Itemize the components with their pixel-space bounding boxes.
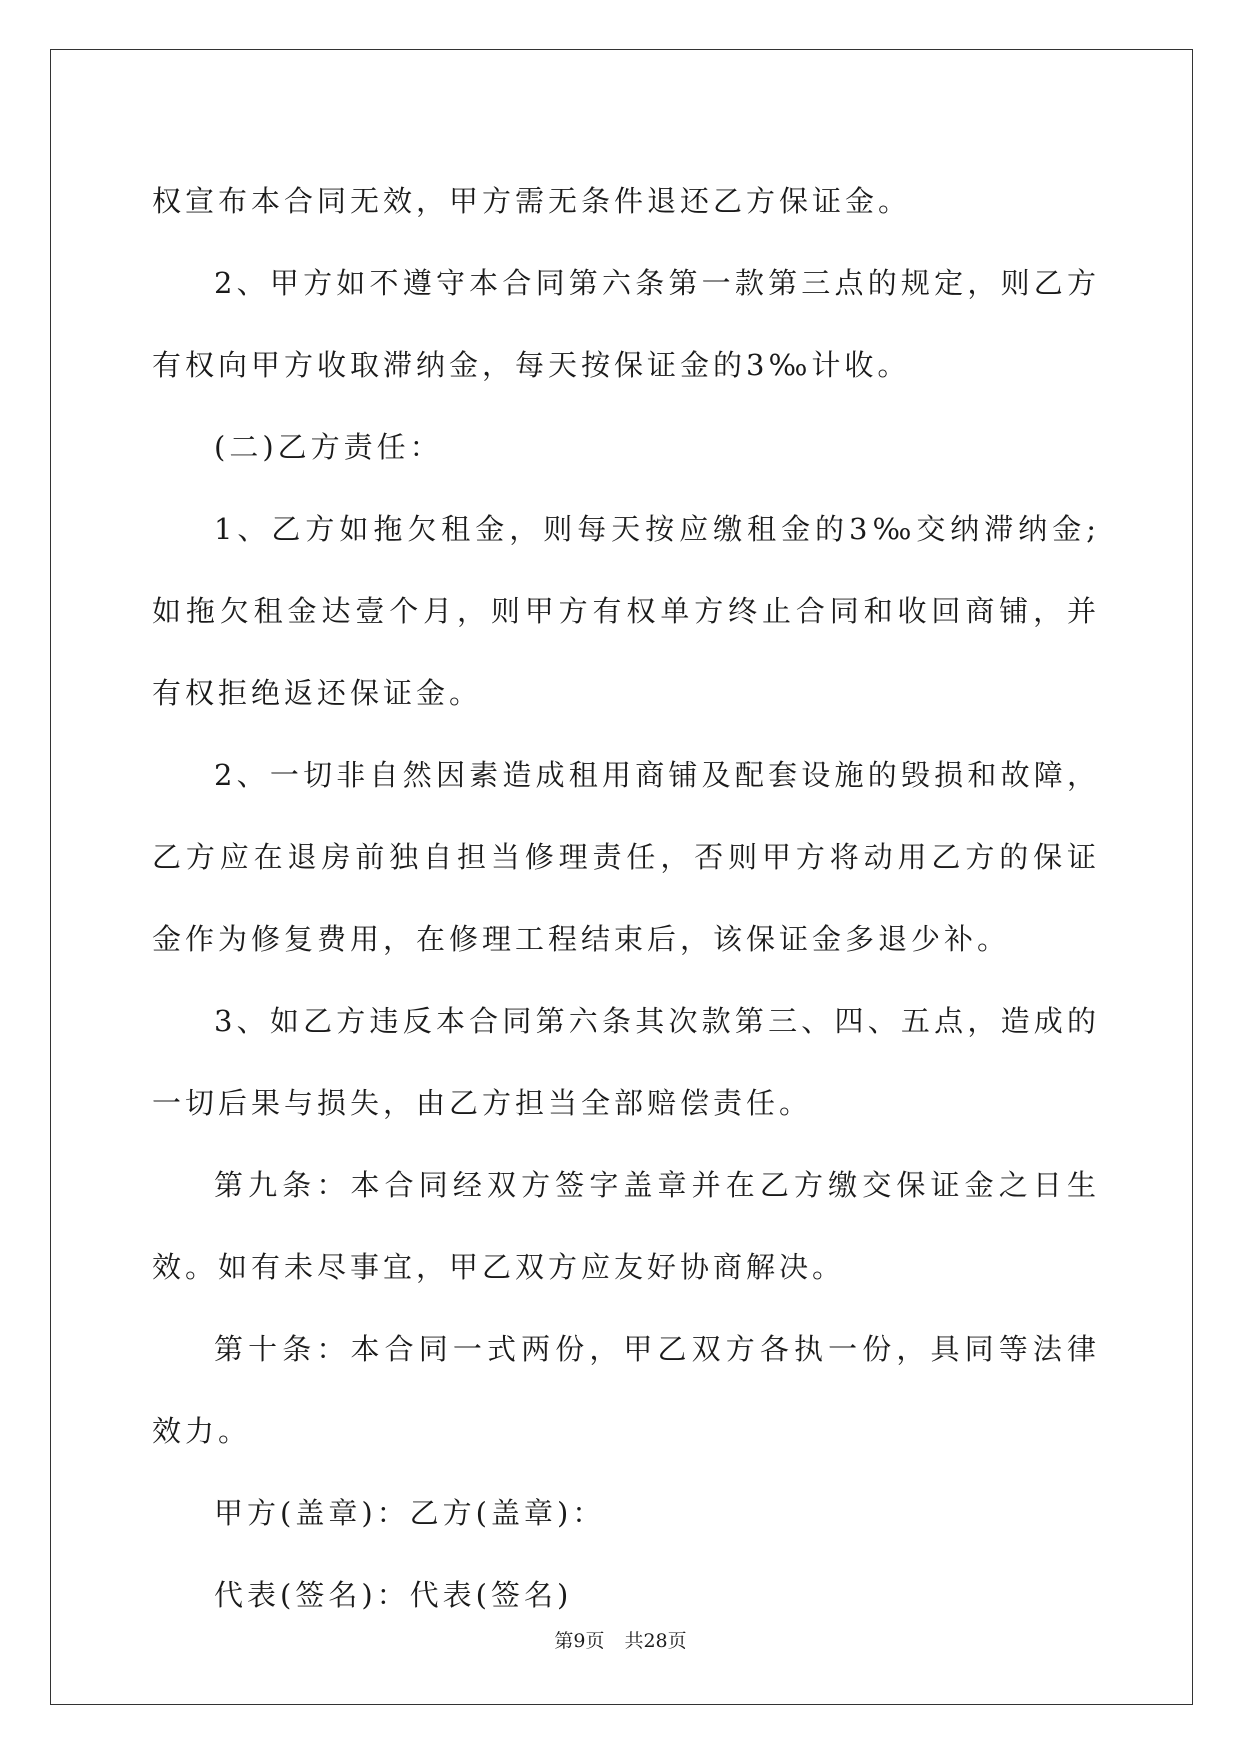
paragraph-article-9: 第九条：本合同经双方签字盖章并在乙方缴交保证金之日生效。如有未尽事宜，甲乙双方应友好协商解决。 [152, 1168, 1100, 1284]
paragraph-continuation: 权宣布本合同无效，甲方需无条件退还乙方保证金。 [152, 184, 912, 218]
page-number: 第9页 [554, 1630, 605, 1652]
paragraph-clause-b1: 1、乙方如拖欠租金，则每天按应缴租金的3‰交纳滞纳金;如拖欠租金达壹个月，则甲方有权单方终止合同和收回商铺，并有权拒绝返还保证金。 [152, 512, 1100, 710]
page-total: 共28页 [624, 1630, 687, 1652]
seal-line: 甲方(盖章)：乙方(盖章)： [214, 1496, 606, 1530]
paragraph-clause-b3: 3、如乙方违反本合同第六条其次款第三、四、五点，造成的一切后果与损失，由乙方担当全部赔偿责任。 [152, 1004, 1100, 1120]
paragraph-article-10: 第十条：本合同一式两份，甲乙双方各执一份，具同等法律效力。 [152, 1332, 1100, 1448]
paragraph-clause-b2: 2、一切非自然因素造成租用商铺及配套设施的毁损和故障，乙方应在退房前独自担当修理责任，否则甲方将动用乙方的保证金作为修复费用，在修理工程结束后，该保证金多退少补。 [152, 758, 1100, 956]
section-heading-party-b: (二)乙方责任： [214, 430, 443, 464]
page-footer [0, 1626, 1241, 1653]
paragraph-clause-a2: 2、甲方如不遵守本合同第六条第一款第三点的规定，则乙方有权向甲方收取滞纳金，每天按保证金的3‰计收。 [152, 266, 1100, 382]
signature-line: 代表(签名)：代表(签名) [214, 1578, 573, 1612]
document-body [152, 160, 1100, 1636]
